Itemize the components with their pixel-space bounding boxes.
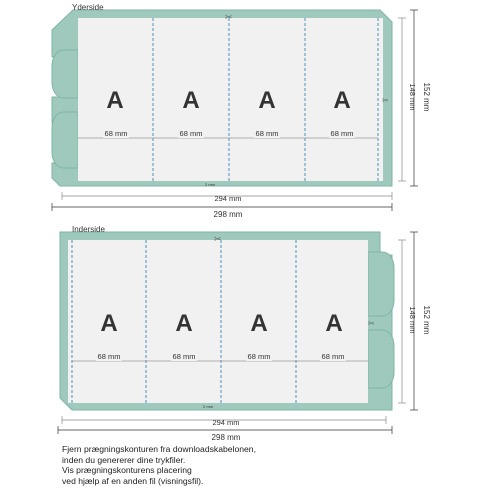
outer-scissor-icon-right: ✂: [382, 96, 389, 105]
inner-scissor-icon: ✂: [214, 234, 222, 244]
inner-panel-letter: A: [175, 310, 193, 337]
outer-panel-width: 68 mm: [330, 129, 354, 138]
inner-panel-width: 68 mm: [172, 352, 196, 361]
inner-total-height: 152 mm: [422, 305, 431, 335]
inner-inner-height: 148 mm: [408, 306, 417, 334]
outer-total-width: 298 mm: [213, 210, 243, 219]
inner-tab-top: [368, 252, 394, 316]
inner-panel-letter: A: [250, 310, 268, 337]
inner-panel-width: 68 mm: [247, 352, 271, 361]
outer-title: Yderside: [72, 3, 104, 12]
note-line: Fjern prægningskonturen fra downloadskabelonen,: [62, 444, 256, 454]
inner-small-label: 2 mm: [203, 404, 213, 409]
inner-tab-bottom: [368, 330, 394, 388]
outer-panel-width: 68 mm: [104, 129, 128, 138]
inner-scissor-icon-right: ✂: [368, 319, 375, 328]
outer-scissor-icon: ✂: [225, 12, 233, 22]
outer-tab-bottom: [52, 112, 78, 168]
outer-panel-width: 68 mm: [255, 129, 279, 138]
inner-panel-width: 68 mm: [321, 352, 345, 361]
outer-panel-letter: A: [258, 87, 276, 114]
inner-inner-width: 294 mm: [212, 418, 240, 427]
inner-title: Inderside: [72, 225, 105, 234]
outer-panel-letter: A: [182, 87, 200, 114]
outer-inner-width: 294 mm: [214, 194, 242, 203]
inner-total-width: 298 mm: [211, 433, 241, 442]
outer-small-label: 2 mm: [205, 182, 215, 187]
outer-side-template: [52, 3, 431, 219]
inner-side-template: [58, 225, 431, 442]
inner-panel-letter: A: [100, 310, 118, 337]
outer-panel-letter: A: [106, 87, 124, 114]
note-line: Vis prægningskonturens placering: [62, 465, 192, 476]
outer-inner-height: 148 mm: [408, 83, 417, 111]
note-line: ved hjælp af en anden fil (visningsfil).: [62, 475, 204, 486]
inner-panel-width: 68 mm: [97, 352, 121, 361]
inner-panel-letter: A: [325, 310, 343, 337]
note-line: inden du genererer dine trykfiler.: [62, 454, 186, 465]
outer-panel-width: 68 mm: [179, 129, 203, 138]
outer-panel-letter: A: [333, 87, 351, 114]
instruction-note: [62, 444, 362, 486]
outer-tab-top: [52, 50, 78, 98]
outer-total-height: 152 mm: [422, 82, 431, 112]
